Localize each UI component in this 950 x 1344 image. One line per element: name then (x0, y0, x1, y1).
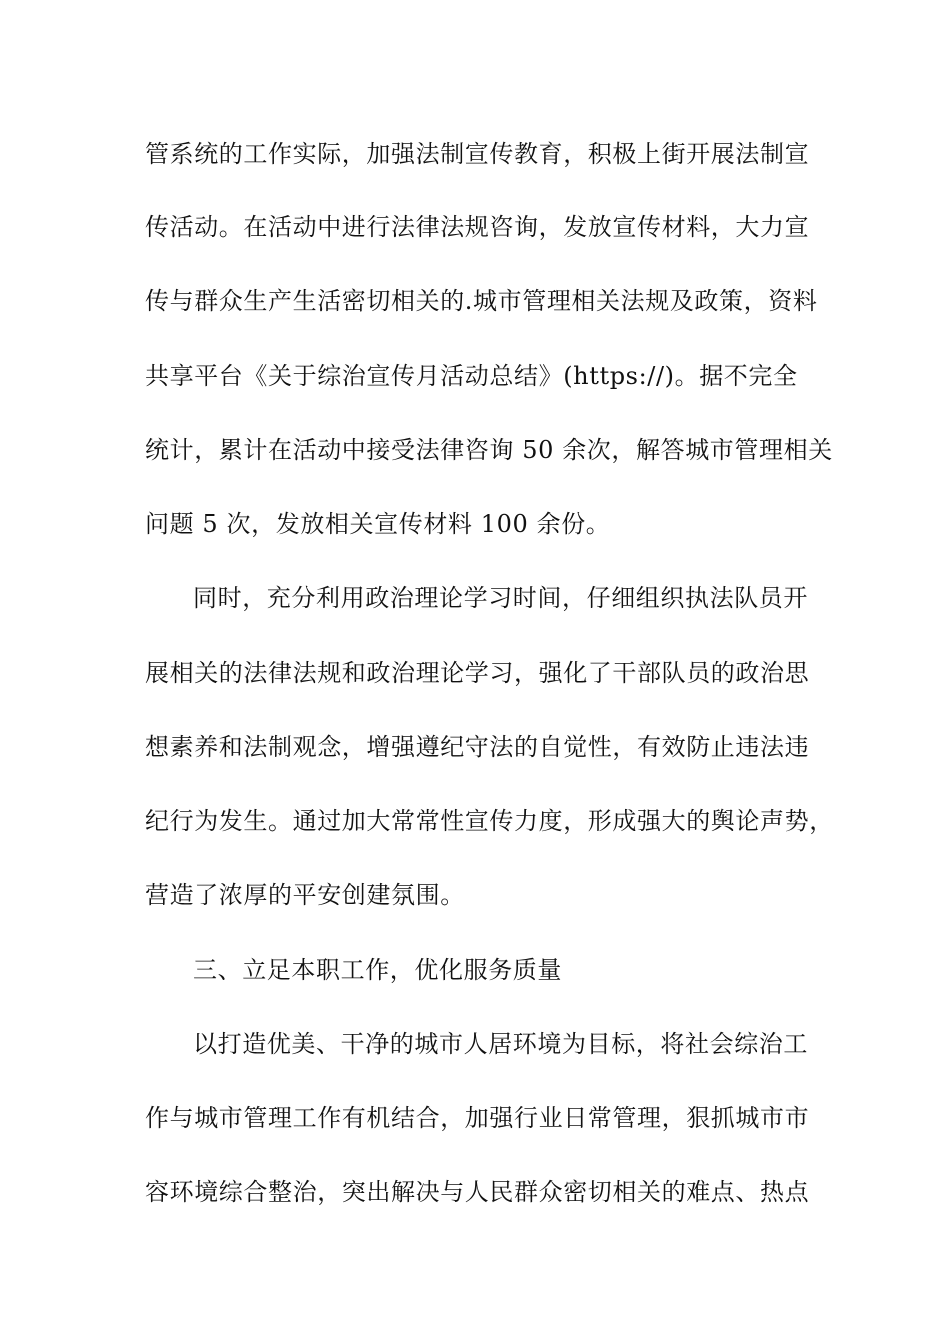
section-heading: 三、立足本职工作，优化服务质量 (193, 956, 562, 984)
text-line: 容环境综合整治，突出解决与人民群众密切相关的难点、热点 (145, 1178, 810, 1206)
text-line: 纪行为发生。通过加大常常性宣传力度，形成强大的舆论声势， (145, 807, 834, 835)
text-line: 想素养和法制观念，增强遵纪守法的自觉性，有效防止违法违 (145, 733, 810, 761)
text-line: 传与群众生产生活密切相关的.城市管理相关法规及政策，资料 (145, 287, 818, 315)
paragraph-start-line: 以打造优美、干净的城市人居环境为目标，将社会综治工 (193, 1030, 808, 1058)
text-line: 营造了浓厚的平安创建氛围。 (145, 881, 465, 909)
text-line: 传活动。在活动中进行法律法规咨询，发放宣传材料，大力宣 (145, 213, 810, 241)
text-line: 问题 5 次，发放相关宣传材料 100 余份。 (145, 510, 611, 538)
paragraph-start-line: 同时，充分利用政治理论学习时间，仔细组织执法队员开 (193, 584, 808, 612)
text-line: 统计，累计在活动中接受法律咨询 50 余次，解答城市管理相关 (145, 436, 833, 464)
text-line: 共享平台《关于综治宣传月活动总结》(https://)。据不完全 (145, 362, 798, 390)
text-line: 管系统的工作实际，加强法制宣传教育，积极上街开展法制宣 (145, 140, 810, 168)
text-line: 作与城市管理工作有机结合，加强行业日常管理，狠抓城市市 (145, 1104, 810, 1132)
text-line: 展相关的法律法规和政治理论学习，强化了干部队员的政治思 (145, 659, 810, 687)
